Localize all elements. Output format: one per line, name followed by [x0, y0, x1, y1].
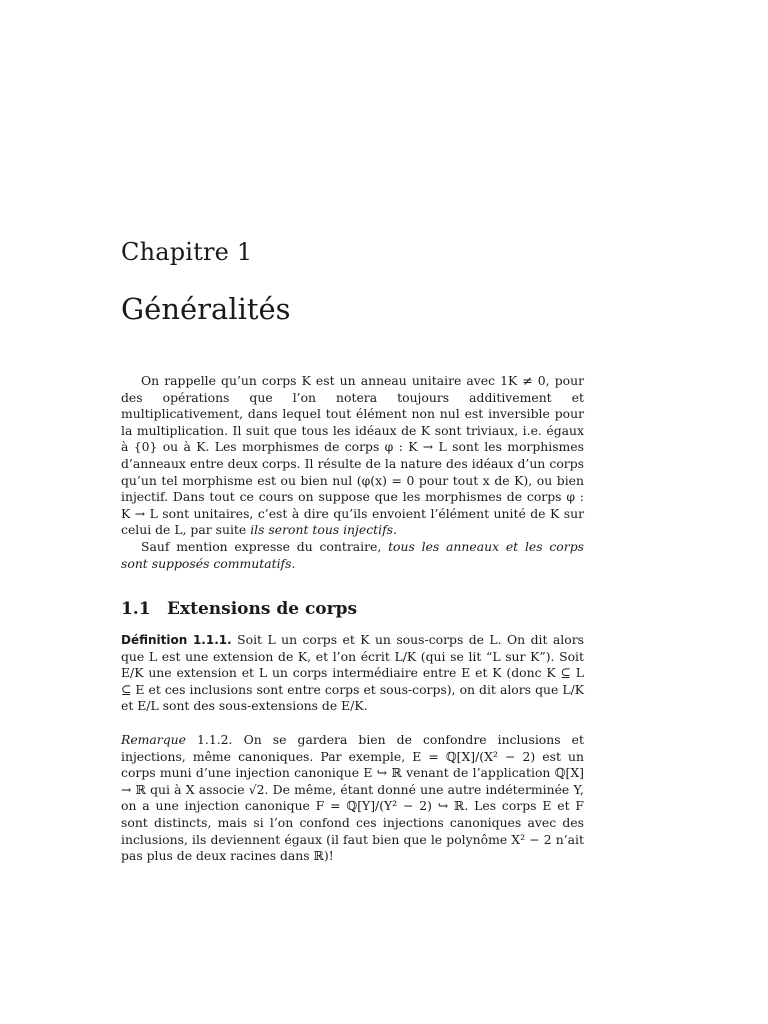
- section-number: 1.1: [121, 599, 151, 619]
- intro-paragraph-1-emphasis: ils seront tous injectifs.: [250, 522, 397, 538]
- intro-paragraph-2-emphasis: tous les anneaux et les corps sont supposés commutatifs.: [121, 538, 584, 571]
- definition-paragraph: [121, 632, 584, 715]
- intro-paragraph-1: [121, 373, 584, 539]
- section-title: Extensions de corps: [167, 599, 358, 619]
- definition-text: Soit L un corps et K un sous-corps de L. On dit alors que L est une extension de K, et l’on écrit L/K (qui se lit “L sur K”). Soit E/K une extension et L un corps intermédiaire entre E et K (donc K ⊆ L ⊆ E et ces inclusions sont entre corps et sous-corps), on dit alors que L/K et E/L sont des sous-extensions de E/K.: [121, 632, 584, 714]
- chapter-label: Chapitre 1: [121, 238, 253, 266]
- definition-label: Définition 1.1.1.: [121, 633, 232, 647]
- chapter-title: Généralités: [121, 292, 291, 326]
- intro-paragraph-1-text: On rappelle qu’un corps K est un anneau unitaire avec 1K ≠ 0, pour des opérations que l’on notera toujours additivement et multiplicativement, dans lequel tout élément non nul est inversible pour la multiplication. Il suit que tous les idéaux de K sont triviaux, i.e. égaux à {0} ou à K. Les morphismes de corps φ : K → L sont les morphismes d’anneaux entre deux corps. Il résulte de la nature des idéaux d’un corps qu’un tel morphisme est ou bien nul (φ(x) = 0 pour tout x de K), ou bien injectif. Dans tout ce cours on suppose que les morphismes de corps φ : K → L sont unitaires, c’est à dire qu’ils envoient l’élément unité de K sur celui de L, par suite: [121, 373, 584, 538]
- definition-block: [121, 632, 584, 715]
- remark-text: On se gardera bien de confondre inclusions et injections, même canoniques. Par exemple, E = ℚ[X]/(X² − 2) est un corps muni d’une injection canonique E ↪ ℝ venant de l’application ℚ[X] → ℝ qui à X associe √2. De même, étant donné une autre indéterminée Y, on a une injection canonique F = ℚ[Y]/(Y² − 2) ↪ ℝ. Les corps E et F sont distincts, mais si l’on confond ces injections canoniques avec des inclusions, ils deviennent égaux (il faut bien que le polynôme X² − 2 n’ait pas plus de deux racines dans ℝ)!: [121, 732, 584, 864]
- intro-paragraph-2: [121, 539, 584, 572]
- remark-label: Remarque: [121, 732, 186, 747]
- section-heading: [121, 599, 357, 619]
- intro-section: [121, 373, 584, 572]
- remark-number: 1.1.2.: [197, 732, 233, 747]
- intro-paragraph-2-text: Sauf mention expresse du contraire,: [141, 538, 382, 554]
- remark-paragraph: [121, 732, 584, 865]
- remark-block: [121, 732, 584, 865]
